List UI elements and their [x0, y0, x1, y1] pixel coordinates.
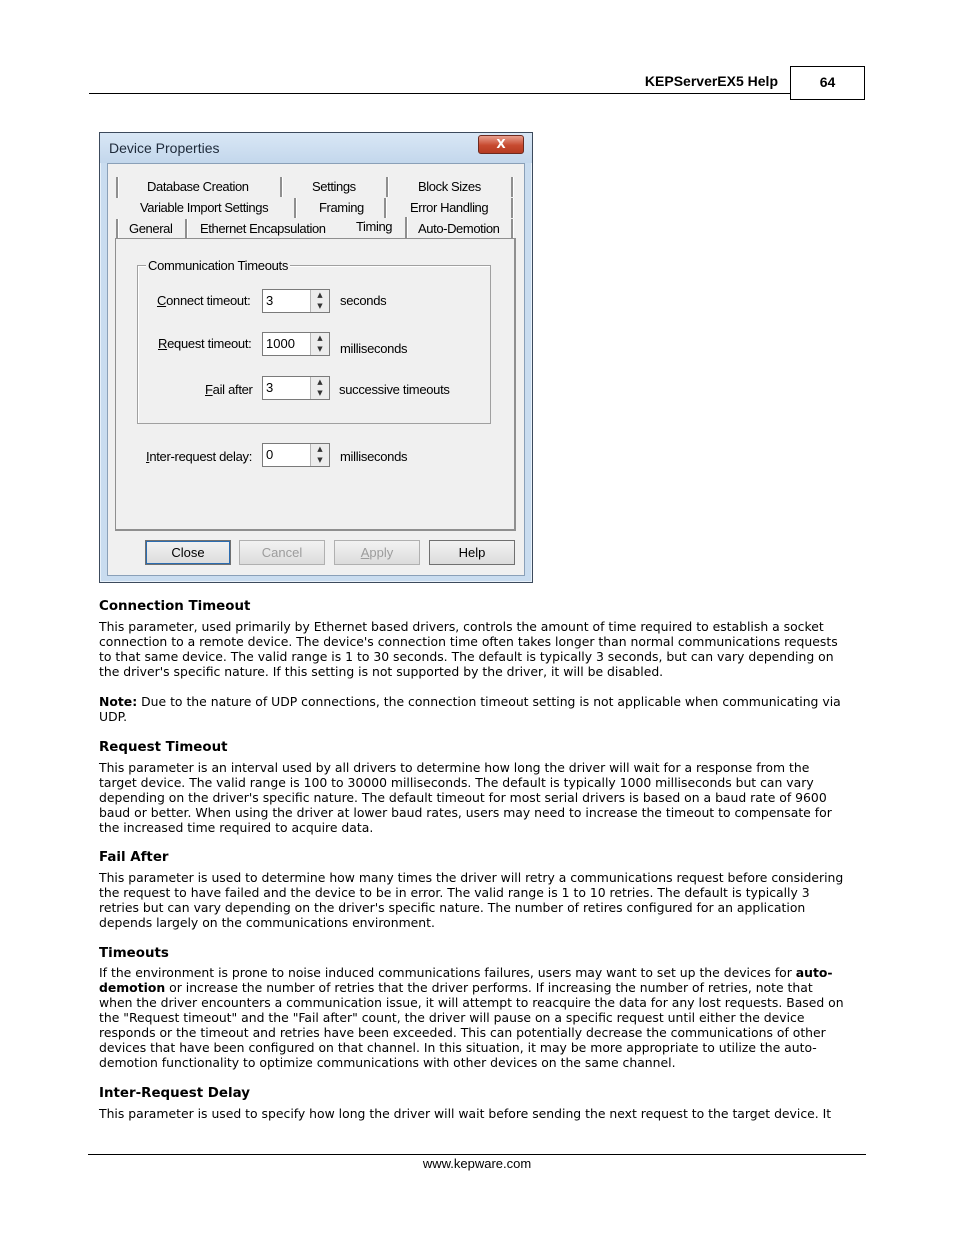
tab-settings[interactable]: Settings	[312, 179, 356, 194]
spin-down-icon[interactable]: ▼	[311, 301, 329, 312]
heading-request-timeout: Request Timeout	[99, 740, 228, 755]
spin-up-icon[interactable]: ▲	[311, 377, 329, 389]
tab-framing[interactable]: Framing	[319, 200, 364, 215]
spinner-buttons[interactable]	[310, 290, 329, 312]
tab-block-sizes[interactable]: Block Sizes	[418, 179, 481, 194]
request-timeout-unit: milliseconds	[340, 341, 408, 356]
tab-divider	[116, 219, 119, 239]
spin-up-icon[interactable]: ▲	[311, 444, 329, 456]
heading-inter-request-delay: Inter-Request Delay	[99, 1086, 250, 1101]
close-button[interactable]: Close	[145, 540, 231, 565]
spinner-buttons[interactable]	[310, 333, 329, 355]
apply-button[interactable]: Apply	[334, 540, 420, 565]
paragraph-fail-after: This parameter is used to determine how many times the driver will retry a communications request before considering the request to have failed and the device to be in error. The valid range is 1 to 10 retries. The default is typically 3 retries but can vary depending on the driver's specific nature. The number of retires configured for an application depends largely on the communications environment.	[99, 870, 844, 930]
inter-request-delay-value[interactable]: 0	[266, 447, 274, 462]
tab-divider	[511, 219, 514, 239]
tab-ethernet-encapsulation[interactable]: Ethernet Encapsulation	[200, 221, 326, 236]
close-icon[interactable]: X	[478, 135, 524, 154]
inter-request-delay-unit: milliseconds	[340, 449, 408, 464]
tab-timing[interactable]: Timing	[356, 219, 393, 234]
connect-timeout-label: Connect timeout:	[157, 293, 251, 308]
spinner-buttons[interactable]	[310, 444, 329, 466]
tab-divider	[386, 177, 389, 197]
paragraph-inter-request-delay: This parameter is used to specify how long the driver will wait before sending the next request to the target device. It	[99, 1106, 832, 1121]
spin-up-icon[interactable]: ▲	[311, 333, 329, 345]
tab-error-handling[interactable]: Error Handling	[410, 200, 489, 215]
spin-down-icon[interactable]: ▼	[311, 455, 329, 466]
connect-timeout-unit: seconds	[340, 293, 387, 308]
inter-request-delay-label: Inter-request delay:	[146, 449, 253, 464]
tab-general[interactable]: General	[129, 221, 173, 236]
help-button[interactable]: Help	[429, 540, 515, 565]
heading-timeouts: Timeouts	[99, 946, 169, 961]
request-timeout-value[interactable]: 1000	[266, 336, 295, 351]
fail-after-unit: successive timeouts	[339, 382, 450, 397]
document-title: KEPServerEX5 Help	[644, 73, 778, 89]
tab-divider	[405, 217, 408, 239]
inter-request-delay-spinner[interactable]	[262, 443, 330, 467]
page-number: 64	[790, 66, 865, 100]
note-paragraph: Note: Due to the nature of UDP connections, the connection timeout setting is not applicable when communicating via UDP.	[99, 694, 841, 724]
fail-after-value[interactable]: 3	[266, 380, 274, 395]
fail-after-spinner[interactable]	[262, 376, 330, 400]
paragraph-timeouts: If the environment is prone to noise induced communications failures, users may want to set up the devices for auto- demotion or increase the number of retries that the driver performs. If increasing the number of retries, note that when the driver encounters a communication issue, it will attempt to reacquire the data for any lost requests. Based on the "Request timeout" and the "Fail after" count, the driver will pause on a specific request until either the device responds or the timeout and retries have been exceeded. This can potentially decrease the communications of other devices that have been configured on that channel. In this situation, it may be more appropriate to utilize the auto- demotion functionality to optimize communications with other devices on the same channel.	[99, 965, 844, 1070]
cancel-button[interactable]: Cancel	[239, 540, 325, 565]
spin-up-icon[interactable]: ▲	[311, 290, 329, 302]
paragraph-connection-timeout: This parameter, used primarily by Ethernet based drivers, controls the amount of time required to establish a socket connection to a remote device. The device's connection time often takes longer than normal communications requests to that same device. The valid range is 1 to 30 seconds. The default is typically 3 seconds, but can vary depending on the driver's specific nature. If this setting is not supported by the driver, it will be disabled.	[99, 619, 838, 679]
fail-after-label: Fail after	[205, 382, 253, 397]
tab-database-creation[interactable]: Database Creation	[147, 179, 249, 194]
spinner-buttons[interactable]	[310, 377, 329, 399]
tab-auto-demotion[interactable]: Auto-Demotion	[418, 221, 500, 236]
tab-divider	[294, 198, 297, 218]
tab-variable-import-settings[interactable]: Variable Import Settings	[140, 200, 269, 215]
spin-down-icon[interactable]: ▼	[311, 344, 329, 355]
spin-down-icon[interactable]: ▼	[311, 388, 329, 399]
request-timeout-spinner[interactable]	[262, 332, 330, 356]
heading-connection-timeout: Connection Timeout	[99, 599, 251, 614]
footer-rule	[88, 1154, 866, 1155]
footer-url[interactable]: www.kepware.com	[422, 1156, 532, 1171]
heading-fail-after: Fail After	[99, 850, 169, 865]
paragraph-request-timeout: This parameter is an interval used by all drivers to determine how long the driver will wait for a response from the target device. The valid range is 100 to 30000 milliseconds. The default is typically 1000 milliseconds but can vary depending on the driver's specific nature. The default timeout for most serial drivers is based on a baud rate of 9600 baud or better. When using the driver at lower baud rates, users may need to increase the timeout to compensate for the increased time required to acquire data.	[99, 760, 832, 835]
tab-divider	[511, 198, 514, 218]
tab-divider	[116, 177, 119, 198]
connect-timeout-spinner[interactable]	[262, 289, 330, 313]
tab-divider	[384, 198, 387, 218]
group-title: Communication Timeouts	[148, 258, 289, 273]
tab-divider	[185, 219, 188, 239]
dialog-title: Device Properties	[109, 140, 220, 156]
request-timeout-label: Request timeout:	[158, 336, 252, 351]
dialog-title-bar	[100, 133, 532, 163]
tab-divider	[280, 177, 283, 197]
header-rule	[89, 93, 790, 94]
tab-divider	[511, 177, 514, 197]
connect-timeout-value[interactable]: 3	[266, 293, 274, 308]
